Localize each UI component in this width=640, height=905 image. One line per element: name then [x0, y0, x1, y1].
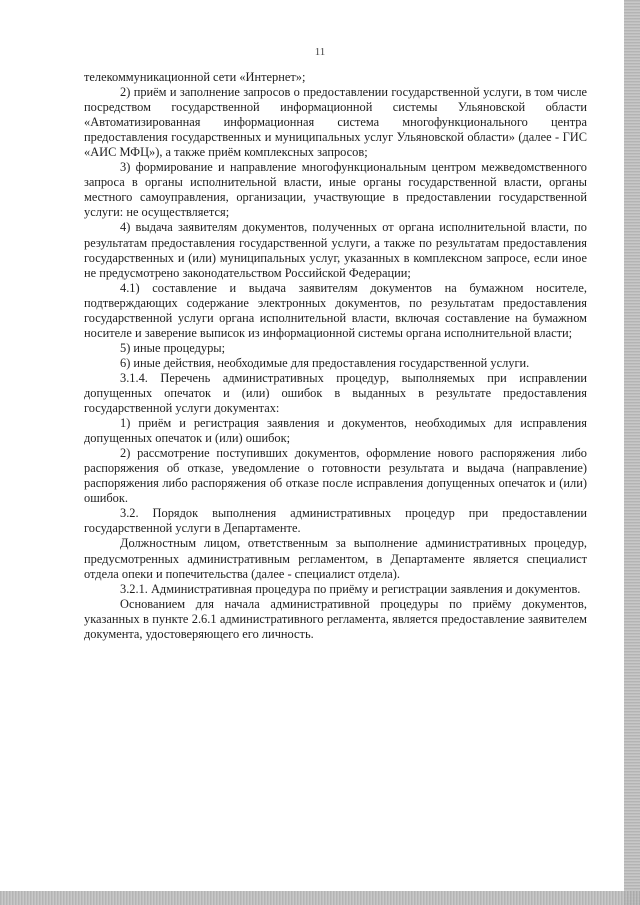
paragraph-9: 1) приём и регистрация заявления и документов, необходимых для исправления допущенных опечаток и (или) ошибок; [84, 416, 587, 446]
paragraph-8: 3.1.4. Перечень административных процедур, выполняемых при исправлении допущенных опечаток и (или) ошибок в выданных в результате предоставления государственной услуги документах: [84, 370, 587, 416]
paragraph-11: 3.2. Порядок выполнения административных процедур при предоставлении государственной услуги в Департаменте. [84, 506, 587, 536]
document-body [84, 70, 587, 642]
paragraph-2: 2) приём и заполнение запросов о предоставлении государственной услуги, в том числе посредством государственной информационной системы Ульяновской области «Автоматизированная информационная система многофункционального центра предоставления государственных и муниципальных услуг Ульяновской области» (далее - ГИС «АИС МФЦ»), а также приём комплексных запросов; [84, 85, 587, 160]
paragraph-6: 5) иные процедуры; [120, 340, 226, 355]
paragraph-3: 3) формирование и направление многофункциональным центром межведомственного запроса в органы исполнительной власти, иные органы государственной власти, органы местного самоуправления, организации, участвующие в предоставлении государственной услуги: не осуществляется; [84, 160, 587, 220]
paragraph-1: телекоммуникационной сети «Интернет»; [84, 70, 306, 84]
scan-edge-bottom [0, 891, 640, 905]
paragraph-14: Основанием для начала административной процедуры по приёму документов, указанных в пункте 2.6.1 административного регламента, является предоставление заявителем документа, удостоверяющего его личность. [84, 596, 587, 641]
paragraph-13: 3.2.1. Административная процедура по приёму и регистрации заявления и документов. [120, 581, 581, 596]
paragraph-12: Должностным лицом, ответственным за выполнение административных процедур, предусмотренных административным регламентом, в Департаменте является специалист отдела опеки и попечительства (далее - специалист отдела). [84, 536, 587, 581]
page-number: 11 [314, 46, 326, 58]
paragraph-10: 2) рассмотрение поступивших документов, оформление нового распоряжения либо распоряжения об отказе, уведомление о готовности результата и выдача (направление) распоряжения либо распоряжения об отказе после исправления допущенных опечаток и (или) ошибок. [84, 446, 587, 506]
scan-edge-right [624, 0, 640, 905]
paragraph-7: 6) иные действия, необходимые для предоставления государственной услуги. [120, 355, 530, 370]
paragraph-5: 4.1) составление и выдача заявителям документов на бумажном носителе, подтверждающих содержание электронных документов, по результатам предоставления государственной услуги органа исполнительной власти, включая составление на бумажном носителе и заверение выписок из информационной системы органа исполнительной власти; [84, 280, 587, 340]
paragraph-4: 4) выдача заявителям документов, полученных от органа исполнительной власти, по результатам предоставления государственной услуги, а также по результатам предоставления государственных и (или) муниципальных услуг, указанных в комплексном запросе, если иное не предусмотрено законодательством Российской Федерации; [84, 220, 587, 280]
